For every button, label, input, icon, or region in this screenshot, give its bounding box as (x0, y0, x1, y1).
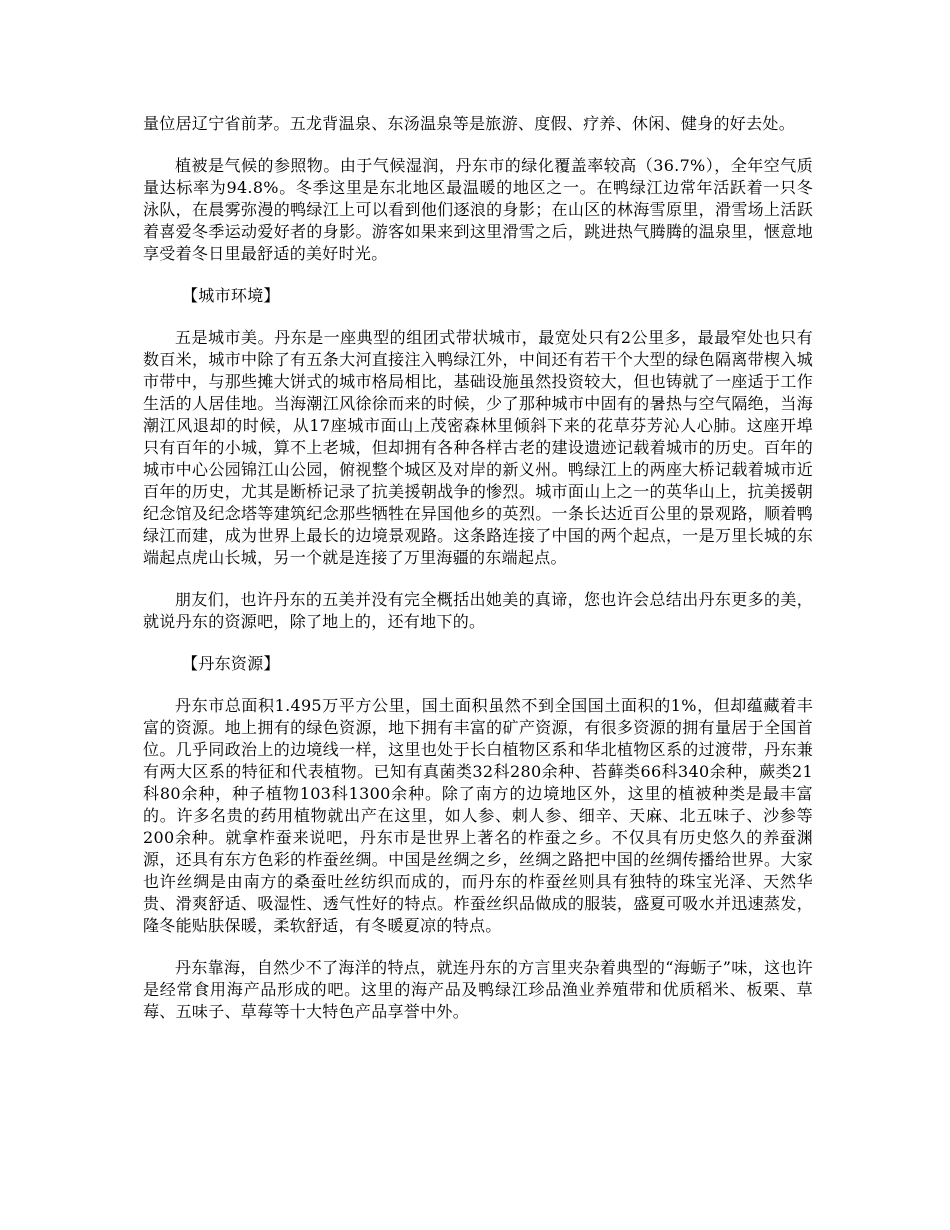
paragraph-city-beauty: 五是城市美。丹东是一座典型的组团式带状城市，最宽处只有2公里多，最最窄处也只有数百米，城市中除了有五条大河直接注入鸭绿江外，中间还有若干个大型的绿色隔离带楔入城市带中，与那些摊大饼式的城市格局相比，基础设施虽然投资较大，但也铸就了一座适于工作生活的人居佳地。当海潮江风徐徐而来的时候，少了那种城市中固有的暑热与空气隔绝，当海潮江风退却的时候，从17座城市面山上茂密森林里倾斜下来的花草芬芳沁人心肺。这座开埠只有百年的小城，算不上老城，但却拥有各种各样古老的建设遗迹记载着城市的历史。百年的城市中心公园锦江山公园，俯视整个城区及对岸的新义州。鸭绿江上的两座大桥记载着城市近百年的历史，尤其是断桥记录了抗美援朝战争的惨烈。城市面山上之一的英华山上，抗美援朝纪念馆及纪念塔等建筑纪念那些牺牲在异国他乡的英烈。一条长达近百公里的景观路，顺着鸭绿江而建，成为世界上最长的边境景观路。这条路连接了中国的两个起点，一是万里长城的东端起点虎山长城，另一个就是连接了万里海疆的东端起点。 (143, 328, 813, 567)
paragraph-hot-springs: 量位居辽宁省前茅。五龙背温泉、东汤温泉等是旅游、度假、疗养、休闲、健身的好去处。 (143, 114, 796, 133)
paragraph-seafood: 丹东靠海，自然少不了海洋的特点，就连丹东的方言里夹杂着典型的“海蛎子”味，这也许是经常食用海产品形成的吧。这里的海产品及鸭绿江珍品渔业养殖带和优质稻米、板栗、草莓、五味子、草莓等十大特色产品享誉中外。 (143, 958, 813, 1021)
document-page (143, 113, 813, 1023)
section-heading-city-environment: 【城市环境】 (182, 286, 280, 305)
paragraph-vegetation-climate: 植被是气候的参照物。由于气候湿润，丹东市的绿化覆盖率较高（36.7%），全年空气质量达标率为94.8%。冬季这里是东北地区最温暖的地区之一。在鸭绿江边常年活跃着一只冬泳队，在晨雾弥漫的鸭绿江上可以看到他们逐浪的身影；在山区的林海雪原里，滑雪场上活跃着喜爱冬季运动爱好者的身影。游客如果来到这里滑雪之后，跳进热气腾腾的温泉里，惬意地享受着冬日里最舒适的美好时光。 (143, 156, 813, 263)
paragraph-friends-resources: 朋友们，也许丹东的五美并没有完全概括出她美的真谛，您也许会总结出丹东更多的美，就说丹东的资源吧，除了地上的，还有地下的。 (143, 590, 813, 631)
paragraph-resources: 丹东市总面积1.495万平方公里，国土面积虽然不到全国国土面积的1%，但却蕴藏着丰富的资源。地上拥有的绿色资源，地下拥有丰富的矿产资源，有很多资源的拥有量居于全国首位。几乎同政治上的边境线一样，这里也处于长白植物区系和华北植物区系的过渡带，丹东兼有两大区系的特征和代表植物。已知有真菌类32科280余种、苔藓类66科340余种，蕨类21科80余种，种子植物103科1300余种。除了南方的边境地区外，这里的植被种类是最丰富的。许多名贵的药用植物就出产在这里，如人参、刺人参、细辛、天麻、北五味子、沙参等200余种。就拿柞蚕来说吧，丹东市是世界上著名的柞蚕之乡。不仅具有历史悠久的养蚕渊源，还具有东方色彩的柞蚕丝绸。中国是丝绸之乡，丝绸之路把中国的丝绸传播给世界。大家也许丝绸是由南方的桑蚕吐丝纺织而成的，而丹东的柞蚕丝则具有独特的珠宝光泽、天然华贵、滑爽舒适、吸湿性、透气性好的特点。柞蚕丝织品做成的服装，盛夏可吸水并迅速蒸发，隆冬能贴肤保暖，柔软舒适，有冬暖夏凉的特点。 (143, 696, 813, 935)
section-heading-dandong-resources: 【丹东资源】 (182, 654, 280, 673)
